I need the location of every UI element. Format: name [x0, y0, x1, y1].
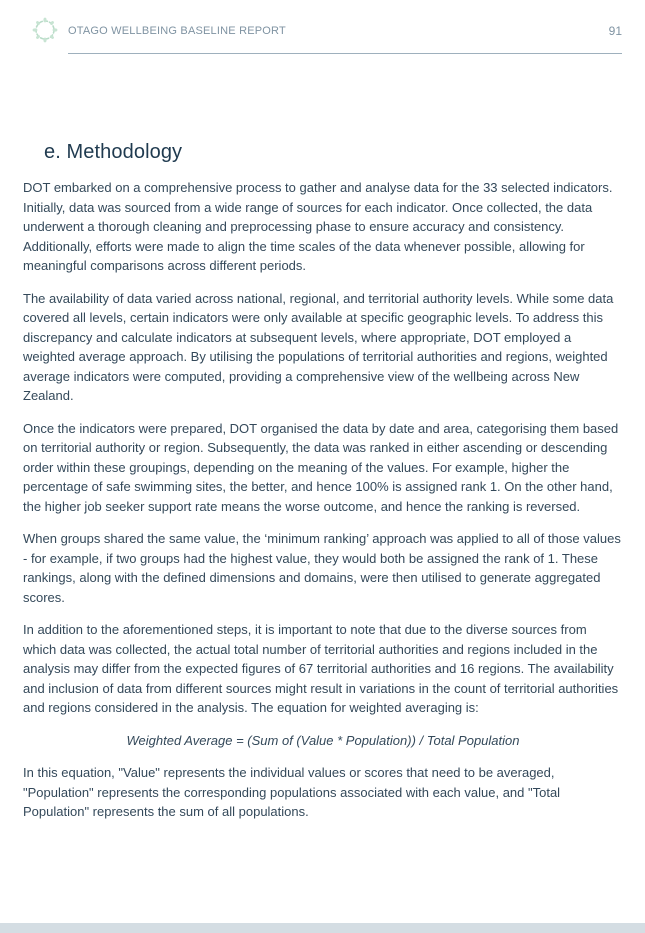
paragraph-minimum-ranking: When groups shared the same value, the ‘minimum ranking’ approach was applied to all of those values - for example, if two groups had the highest value, they would both be assigned the rank of 1. These rankings, along with the defined dimensions and domains, were then utilised to generate aggregated scores.	[23, 531, 621, 605]
paragraph-ranking: Once the indicators were prepared, DOT organised the data by date and area, categorising them based on territorial authority or region. Subsequently, the data was ranked in either ascending or descending order within these groupings, depending on the meaning of the values. For example, higher the percentage of safe swimming sites, the better, and hence 100% is assigned rank 1. On the other hand, the higher job seeker support rate means the worse outcome, and hence the ranking is reversed.	[23, 420, 619, 514]
weighted-average-equation: Weighted Average = (Sum of (Value * Population)) / Total Population	[126, 732, 520, 748]
paragraph-equation-explanation: In this equation, "Value" represents the individual values or scores that need to be averaged, "Population" represents the corresponding populations associated with each value, and "Total Population" represents the sum of all populations.	[23, 765, 561, 819]
header-divider	[68, 53, 622, 54]
page-header	[0, 0, 645, 56]
paragraph-sources-variation: In addition to the aforementioned steps, it is important to note that due to the diverse sources from which data was collected, the actual total number of territorial authorities and regions included in the analysis may differ from the expected figures of 67 territorial authorities and 16 regions. The availability and inclusion of data from different sources might result in variations in the count of territorial authorities and regions considered in the analysis. The equation for weighted averaging is:	[23, 622, 619, 715]
leaf-wreath-icon	[32, 17, 58, 43]
paragraph-data-availability: The availability of data varied across national, regional, and territorial authority levels. While some data covered all levels, certain indicators were only available at specific geographic levels. To address this discrepancy and calculate indicators at subsequent levels, where appropriate, DOT employed a weighted average approach. By utilising the populations of territorial authorities and regions, weighted average indicators were computed, providing a comprehensive view of the wellbeing across New Zealand.	[23, 290, 614, 403]
methodology-section	[23, 141, 623, 835]
page-number: 91	[608, 24, 622, 38]
footer-band	[0, 923, 645, 933]
section-heading: e. Methodology	[44, 141, 183, 163]
paragraph-data-gathering: DOT embarked on a comprehensive process to gather and analyse data for the 33 selected indicators. Initially, data was sourced from a wide range of sources for each indicator. Once collected, the data underwent a thorough cleaning and preprocessing phase to ensure accuracy and consistency. Additionally, efforts were made to align the time scales of the data whenever possible, allowing for meaningful comparisons across different periods.	[23, 180, 613, 273]
report-title: OTAGO WELLBEING BASELINE REPORT	[68, 25, 286, 37]
